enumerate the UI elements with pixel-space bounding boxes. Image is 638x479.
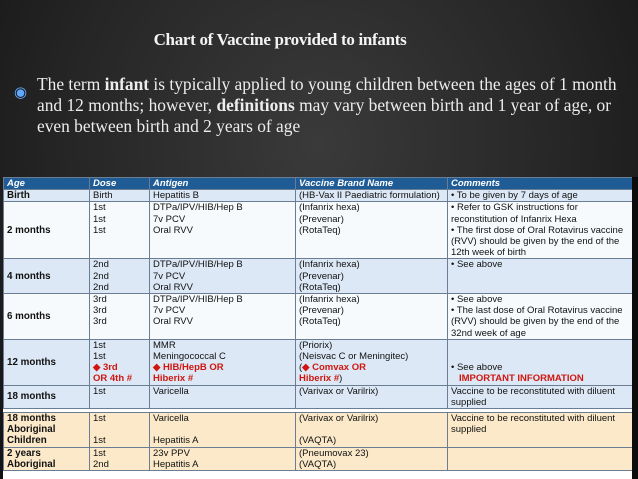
brand-line: (Priorix): [299, 339, 333, 351]
dose-line: 1st: [93, 339, 106, 351]
antigen-line: 23v PPV: [153, 447, 190, 459]
comment-line: • The last dose of Oral Rotavirus vaccine (RVV) should be given by the end of the 32nd week of age: [451, 305, 623, 339]
comment-text: The last dose of Oral Rotavirus vaccine (RVV) should be given by the end of the 32nd week of age: [451, 305, 623, 339]
antigen-line: Hepatitis A: [153, 435, 199, 447]
brand-cell: [296, 447, 448, 470]
table-row-2-years-aboriginal: [4, 447, 633, 470]
dose-line: 1st: [93, 413, 106, 425]
age-cell: 2 years Aboriginal: [4, 447, 90, 470]
brand-cell: [296, 339, 448, 385]
brand-line: (VAQTA): [299, 435, 337, 447]
dose-line: 2nd: [93, 458, 109, 470]
comment-line: • Refer to GSK instructions for reconstitution of Infanrix Hexa: [451, 202, 578, 225]
brand-line: (Prevenar): [299, 270, 344, 282]
brand-line: (Infanrix hexa): [299, 202, 360, 214]
dose-line: 1st: [93, 202, 106, 214]
dose-line: 2nd: [93, 281, 109, 293]
antigen-cell: [150, 202, 296, 259]
brand-line: (Prevenar): [299, 305, 344, 317]
comment-text: Refer to GSK instructions for reconstitution of Infanrix Hexa: [451, 202, 578, 225]
header-antigen: Antigen: [150, 178, 296, 190]
comment-cell: [448, 447, 633, 470]
para-bold-definitions: definitions: [216, 95, 295, 115]
intro-paragraph: [37, 74, 633, 137]
slide-edge-bar: [632, 177, 638, 479]
antigen-cell: [150, 339, 296, 385]
dose-line: 3rd: [93, 305, 107, 317]
brand-cell: [296, 259, 448, 294]
dose-cell: Birth: [90, 190, 150, 202]
brand-line: (Infanrix hexa): [299, 294, 360, 306]
brand-cell: (Varivax or Varilrix): [296, 385, 448, 408]
header-age: Age: [4, 178, 90, 190]
comment-line: • See above: [451, 294, 503, 306]
brand-cell: (HB-Vax II Paediatric formulation): [296, 190, 448, 202]
comment-text: See above: [456, 294, 503, 306]
comment-cell: Vaccine to be reconstituted with diluent supplied: [448, 413, 633, 448]
brand-red: Hiberix #: [299, 373, 340, 385]
antigen-line-red: Hiberix #: [153, 373, 194, 385]
brand-line: (RotaTeq): [299, 224, 341, 236]
table-row-6-months: [4, 294, 633, 340]
table-row-4-months: [4, 259, 633, 294]
dose-cell: [90, 202, 150, 259]
table-header-row: [4, 178, 633, 190]
brand-line: (Neisvac C or Meningitec): [299, 351, 409, 363]
brand-line: (RotaTeq): [299, 316, 341, 328]
table-row-2-months: [4, 202, 633, 259]
antigen-line: Hepatitis A: [153, 458, 199, 470]
antigen-line: MMR: [153, 339, 176, 351]
antigen-line: Oral RVV: [153, 281, 193, 293]
dose-cell: [90, 339, 150, 385]
slide-title: Chart of Vaccine provided to infants: [153, 30, 407, 49]
brand-line: (Prevenar): [299, 213, 344, 225]
dose-line: 1st: [93, 351, 106, 363]
age-cell: 6 months: [4, 294, 90, 340]
antigen-line: Oral RVV: [153, 224, 193, 236]
brand-line: (Pneumovax 23): [299, 447, 369, 459]
brand-line: (VAQTA): [299, 458, 337, 470]
table-row-12-months: [4, 339, 633, 385]
dose-cell: [90, 294, 150, 340]
comment-cell: [448, 339, 633, 385]
dose-line: 1st: [93, 447, 106, 459]
age-cell: 2 months: [4, 202, 90, 259]
dose-cell: [90, 413, 150, 448]
dose-line-red: OR 4th #: [93, 373, 133, 385]
comment-line: [451, 373, 629, 384]
para-text-1: The term: [37, 74, 105, 94]
antigen-cell: Varicella: [150, 385, 296, 408]
antigen-line-red: ◆ HIB/HepB OR: [153, 362, 224, 374]
bullet-icon: ◉: [14, 84, 28, 101]
dose-cell: 1st: [90, 385, 150, 408]
antigen-line: DTPa/IPV/HIB/Hep B: [153, 259, 243, 271]
age-cell: 12 months: [4, 339, 90, 385]
dose-cell: [90, 447, 150, 470]
important-information-link: IMPORTANT INFORMATION: [459, 373, 584, 385]
antigen-cell: [150, 413, 296, 448]
dose-line: 1st: [93, 213, 106, 225]
comment-cell: • To be given by 7 days of age: [448, 190, 633, 202]
brand-cell: [296, 413, 448, 448]
table-row-birth: [4, 190, 633, 202]
antigen-line: Meningococcal C: [153, 351, 226, 363]
brand-red: ◆ Comvax OR: [302, 362, 366, 374]
para-text-3: may vary between birth and 1 year of age, or even between birth and 2 years of age: [37, 95, 612, 136]
dose-line: 3rd: [93, 294, 107, 306]
comment-text: To be given by 7 days of age: [456, 190, 578, 202]
vaccine-table: [3, 177, 632, 479]
dose-line: 2nd: [93, 259, 109, 271]
dose-line: 1st: [93, 224, 106, 236]
age-cell: 18 months Aboriginal Children: [4, 413, 90, 448]
brand-cell: [296, 294, 448, 340]
table-row-18-months-aboriginal: [4, 413, 633, 448]
table-row-18-months: [4, 385, 633, 408]
brand-line: [299, 362, 444, 373]
brand-cell: [296, 202, 448, 259]
brand-line: (RotaTeq): [299, 281, 341, 293]
dose-line: 3rd: [93, 316, 107, 328]
comment-text: See above: [456, 259, 503, 271]
comment-cell: [448, 294, 633, 340]
brand-line: (Infanrix hexa): [299, 259, 360, 271]
comment-line: • See above: [451, 362, 503, 374]
antigen-line: Varicella: [153, 413, 189, 425]
antigen-line: DTPa/IPV/HIB/Hep B: [153, 294, 243, 306]
brand-line: (Varivax or Varilrix): [299, 413, 379, 425]
antigen-cell: [150, 259, 296, 294]
age-cell: Birth: [4, 190, 90, 202]
dose-line: 2nd: [93, 270, 109, 282]
antigen-line: 7v PCV: [153, 305, 186, 317]
brand-paren: (: [299, 362, 303, 374]
comment-cell: • See above: [448, 259, 633, 294]
brand-paren: ): [339, 373, 343, 385]
comment-line: • The first dose of Oral Rotavirus vaccine (RVV) should be given by the end of the 12th week of birth: [451, 224, 624, 259]
brand-line: [299, 373, 444, 384]
age-cell: 18 months: [4, 385, 90, 408]
dose-line-red: ◆ 3rd: [93, 362, 118, 374]
comment-cell: Vaccine to be reconstituted with diluent supplied: [448, 385, 633, 408]
comment-cell: [448, 202, 633, 259]
antigen-cell: [150, 447, 296, 470]
header-brand: Vaccine Brand Name: [296, 178, 448, 190]
para-text-2: is typically applied to young children between the ages of 1 month and 12 months; however,: [37, 74, 617, 115]
age-cell: 4 months: [4, 259, 90, 294]
comment-text: See above: [456, 362, 503, 374]
dose-cell: [90, 259, 150, 294]
para-bold-infant: infant: [104, 74, 150, 94]
antigen-cell: [150, 294, 296, 340]
antigen-line: Oral RVV: [153, 316, 193, 328]
dose-line: 1st: [93, 435, 106, 447]
antigen-cell: Hepatitis B: [150, 190, 296, 202]
antigen-line: 7v PCV: [153, 270, 186, 282]
header-comments: Comments: [448, 178, 633, 190]
header-dose: Dose: [90, 178, 150, 190]
comment-text: The first dose of Oral Rotavirus vaccine (RVV) should be given by the end of the 12th week of birth: [451, 224, 624, 259]
antigen-line: DTPa/IPV/HIB/Hep B: [153, 202, 243, 214]
antigen-line: 7v PCV: [153, 213, 186, 225]
